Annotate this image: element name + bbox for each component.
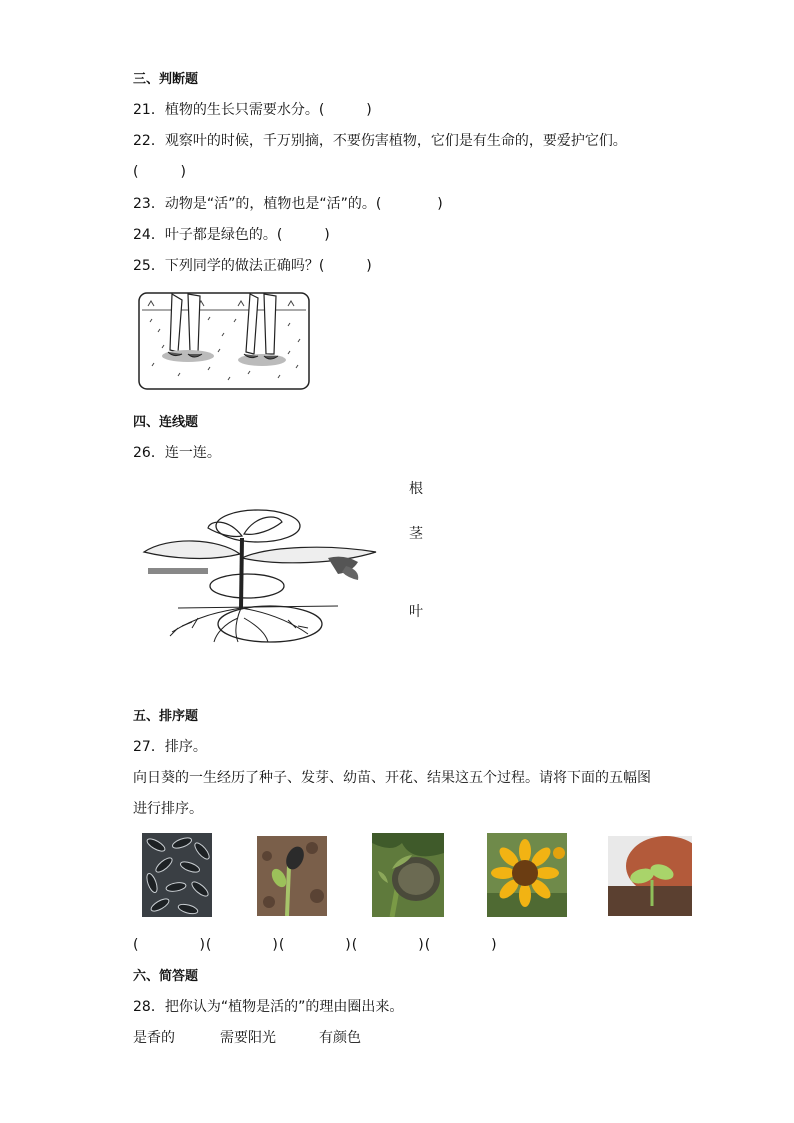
question-23: 23．动物是“活”的，植物也是“活”的。( ) <box>133 196 443 212</box>
question-25: 25．下列同学的做法正确吗？( ) <box>133 258 372 274</box>
question-22-answer-blank: ( ) <box>133 164 186 180</box>
sprouting-seed-photo <box>257 836 327 916</box>
section-title-matching: 四、连线题 <box>133 415 199 430</box>
section-title-ordering: 五、排序题 <box>133 709 199 724</box>
match-label-leaf: 叶 <box>409 604 423 620</box>
reason-option-has-color: 有颜色 <box>319 1030 361 1046</box>
match-label-stem: 茎 <box>409 526 423 542</box>
ordering-answer-blanks: ( )( )( )( )( ) <box>133 937 498 953</box>
reason-option-fragrant: 是香的 <box>133 1030 175 1046</box>
question-26: 26．连一连。 <box>133 445 221 461</box>
question-27: 27．排序。 <box>133 739 207 755</box>
question-27-description-line1: 向日葵的一生经历了种子、发芽、幼苗、开花、结果这五个过程。请将下面的五幅图 <box>133 770 651 786</box>
sunflower-fruit-head-photo <box>372 833 444 917</box>
question-22: 22．观察叶的时候，千万别摘，不要伤害植物，它们是有生命的，要爱护它们。 <box>133 133 627 149</box>
question-21: 21．植物的生长只需要水分。( ) <box>133 102 372 118</box>
question-24: 24．叶子都是绿色的。( ) <box>133 227 330 243</box>
reason-option-needs-sunlight: 需要阳光 <box>220 1030 276 1046</box>
blooming-sunflower-photo <box>487 833 567 917</box>
question-28: 28．把你认为“植物是活的”的理由圈出来。 <box>133 999 404 1015</box>
section-title-judgment: 三、判断题 <box>133 72 199 87</box>
match-label-root: 根 <box>409 481 423 497</box>
section-title-short-answer: 六、简答题 <box>133 969 199 984</box>
seeds-photo <box>142 833 212 917</box>
students-on-lawn-image <box>138 292 310 390</box>
plant-diagram <box>138 508 384 644</box>
seedling-photo <box>608 836 692 916</box>
question-27-description-line2: 进行排序。 <box>133 801 203 817</box>
